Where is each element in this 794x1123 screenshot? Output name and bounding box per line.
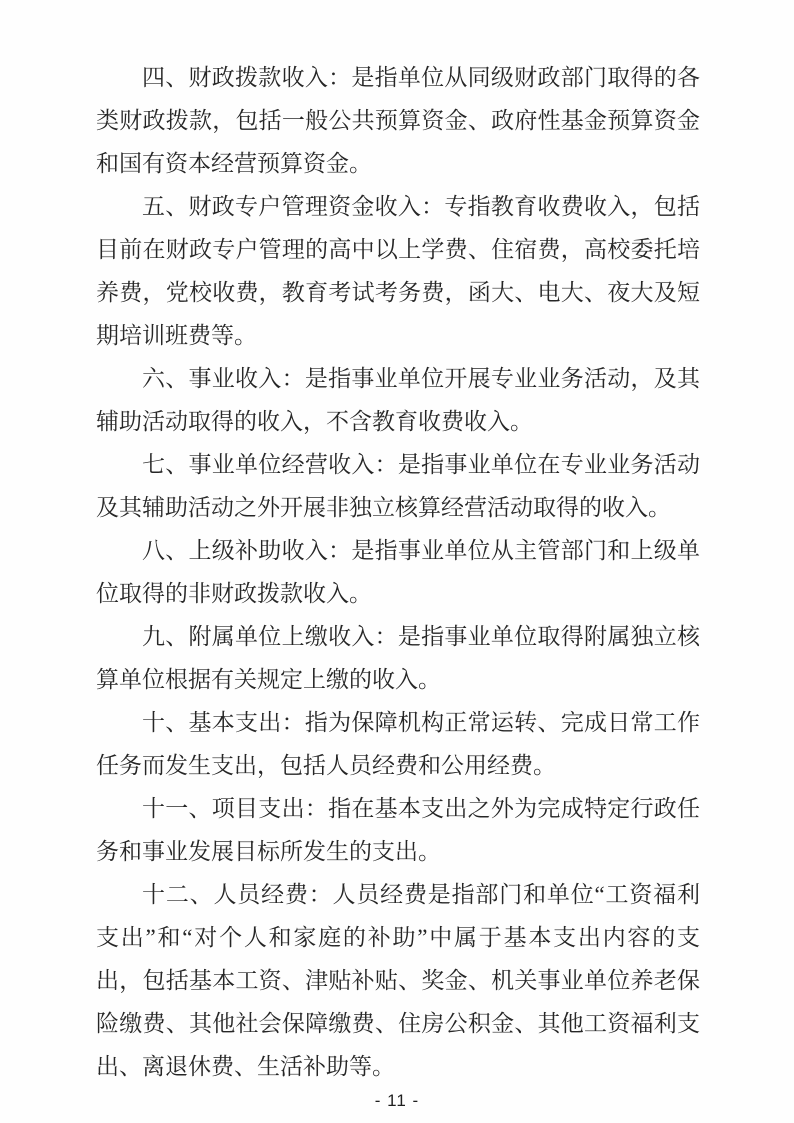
paragraph: 六、事业收入：是指事业单位开展专业业务活动，及其辅助活动取得的收入，不含教育收费收入。 (96, 366, 700, 434)
paragraph: 七、事业单位经营收入：是指事业单位在专业业务活动及其辅助活动之外开展非独立核算经营活动取得的收入。 (96, 452, 700, 520)
paragraph: 十二、人员经费：人员经费是指部门和单位“工资福利支出”和“对个人和家庭的补助”中属于基本支出内容的支出，包括基本工资、津贴补贴、奖金、机关事业单位养老保险缴费、其他社会保障缴费、住房公积金、其他工资福利支出、离退休费、生活补助等。 (96, 882, 700, 1079)
paragraph: 四、财政拨款收入：是指单位从同级财政部门取得的各类财政拨款，包括一般公共预算资金、政府性基金预算资金和国有资本经营预算资金。 (96, 65, 700, 176)
paragraph: 八、上级补助收入：是指事业单位从主管部门和上级单位取得的非财政拨款收入。 (96, 538, 700, 606)
paragraph: 十一、项目支出：指在基本支出之外为完成特定行政任务和事业发展目标所发生的支出。 (96, 796, 700, 864)
paragraph: 十、基本支出：指为保障机构正常运转、完成日常工作任务而发生支出，包括人员经费和公用经费。 (96, 710, 700, 778)
paragraph: 五、财政专户管理资金收入：专指教育收费收入，包括目前在财政专户管理的高中以上学费、住宿费，高校委托培养费，党校收费，教育考试考务费，函大、电大、夜大及短期培训班费等。 (96, 194, 700, 348)
document-body (96, 56, 700, 1088)
page-number: - 11 - (374, 1091, 420, 1110)
paragraph: 九、附属单位上缴收入：是指事业单位取得附属独立核算单位根据有关规定上缴的收入。 (96, 624, 700, 692)
